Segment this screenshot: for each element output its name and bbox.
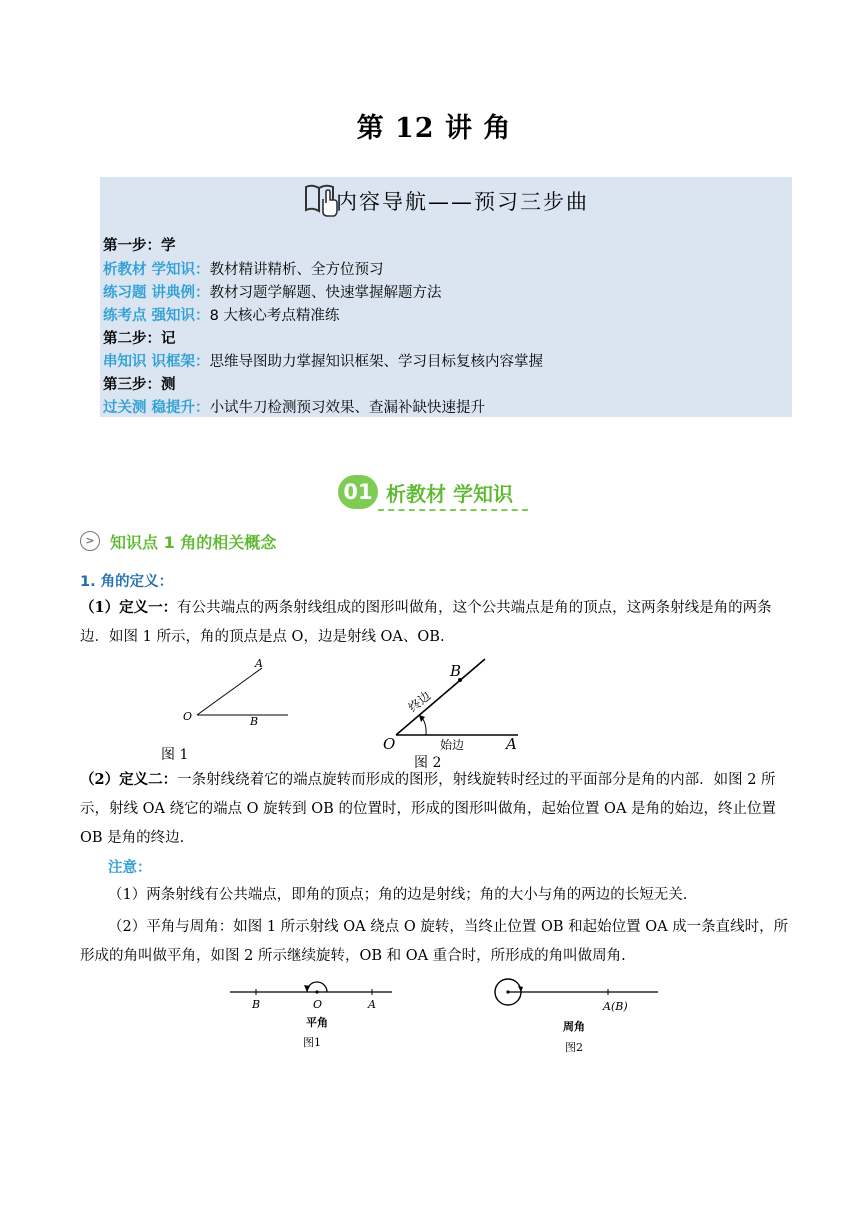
nav-line-4 (103, 350, 543, 371)
section-banner (338, 473, 533, 515)
section-number: 01 (338, 475, 378, 509)
figure-2-caption: 图 2 (414, 755, 442, 770)
point-a-label: A (368, 998, 376, 1011)
nav-header (100, 177, 792, 219)
definition-1 (80, 593, 792, 652)
figure-1-caption: 图 1 (161, 747, 189, 763)
straight-angle-figure (230, 970, 400, 1055)
note-paragraph-2: （2）平角与周角：如图 1 所示射线 OA 绕点 O 旋转，当终止位置 OB 和起始位置 OA 成一条直线时，所形成的角叫做平角，如图 2 所示继续旋转，OB 和 OA 重合时，所形成的角叫做周角. (80, 919, 789, 964)
figure-caption: 图1 (303, 1036, 321, 1049)
section-underline (378, 509, 528, 511)
full-angle-name: 周角 (563, 1020, 585, 1033)
definition-2 (80, 765, 792, 853)
figure-1 (155, 655, 300, 765)
definition-1-label: （1）定义一： (80, 599, 178, 616)
nav-line-1 (103, 258, 384, 279)
point-b-label: B (450, 662, 462, 680)
nav-line-text: 思维导图助力掌握知识框架、学习目标复核内容掌握 (209, 354, 544, 370)
content-navigation-box (100, 177, 792, 417)
note-paragraph-1: （1）两条射线有公共端点，即角的顶点；角的边是射线；角的大小与角的两边的长短无关. (108, 887, 688, 903)
section-title: 析教材 学知识 (386, 482, 513, 506)
definition-heading: 1. 角的定义： (80, 574, 174, 590)
straight-angle-name: 平角 (306, 1016, 328, 1029)
full-angle-figure (490, 972, 665, 1057)
point-a-label: A (255, 657, 263, 670)
definition-1-text: 有公共端点的两条射线组成的图形叫做角，这个公共端点是角的顶点，这两条射线是角的两条边．如图 1 所示，角的顶点是点 O，边是射线 OA、OB. (80, 600, 772, 645)
note-label: 注意： (108, 860, 152, 876)
point-a-label: A (506, 735, 517, 753)
start-side-label: 始边 (440, 738, 465, 752)
point-o-label: O (313, 998, 323, 1011)
figure-caption: 图2 (565, 1041, 583, 1054)
page-title: 第 12 讲 角 (356, 113, 512, 144)
nav-line-label: 串知识 识框架： (103, 354, 210, 370)
step1: 第一步：学 (103, 238, 176, 254)
definition-2-label: （2）定义二： (80, 771, 178, 788)
nav-line-3 (103, 304, 339, 325)
step2: 第二步：记 (103, 331, 176, 347)
definition-2-text: 一条射线绕着它的端点旋转而形成的图形，射线旋转时经过的平面部分是角的内部．如图 2 所示，射线 OA 绕它的端点 O 旋转到 OB 的位置时，形成的图形叫做角，起始位置 OA 是角的始边，终止位置 OB 是角的终边. (80, 772, 777, 846)
nav-line-5 (103, 396, 485, 417)
figure-2 (378, 655, 528, 770)
nav-line-label: 过关测 稳提升： (103, 400, 210, 416)
nav-line-label: 析教材 学知识： (103, 262, 210, 278)
knowledge-point-heading (80, 530, 480, 552)
nav-line-text: 小试牛刀检测预习效果、查漏补缺快速提升 (209, 400, 486, 416)
nav-line-label: 练习题 讲典例： (103, 285, 210, 301)
nav-line-text: 教材习题学解题、快速掌握解题方法 (209, 285, 442, 301)
arrow-circle-icon: > (80, 531, 100, 551)
book-hand-icon (303, 179, 339, 217)
knowledge-point-title: 知识点 1 角的相关概念 (110, 533, 277, 552)
nav-heading: 内容导航——预习三步曲 (336, 190, 589, 214)
nav-line-text: 8 大核心考点精准练 (209, 308, 340, 324)
point-ab-label: A(B) (603, 1000, 628, 1013)
point-b-label: B (250, 715, 259, 728)
point-b-label: B (252, 998, 261, 1011)
point-o-label: O (383, 735, 396, 753)
nav-line-text: 教材精讲精析、全方位预习 (209, 262, 384, 278)
step3: 第三步：测 (103, 377, 176, 393)
nav-line-label: 练考点 强知识： (103, 308, 210, 324)
nav-line-2 (103, 281, 442, 302)
end-side-label: 终边 (405, 688, 434, 715)
point-o-label: O (183, 710, 193, 723)
